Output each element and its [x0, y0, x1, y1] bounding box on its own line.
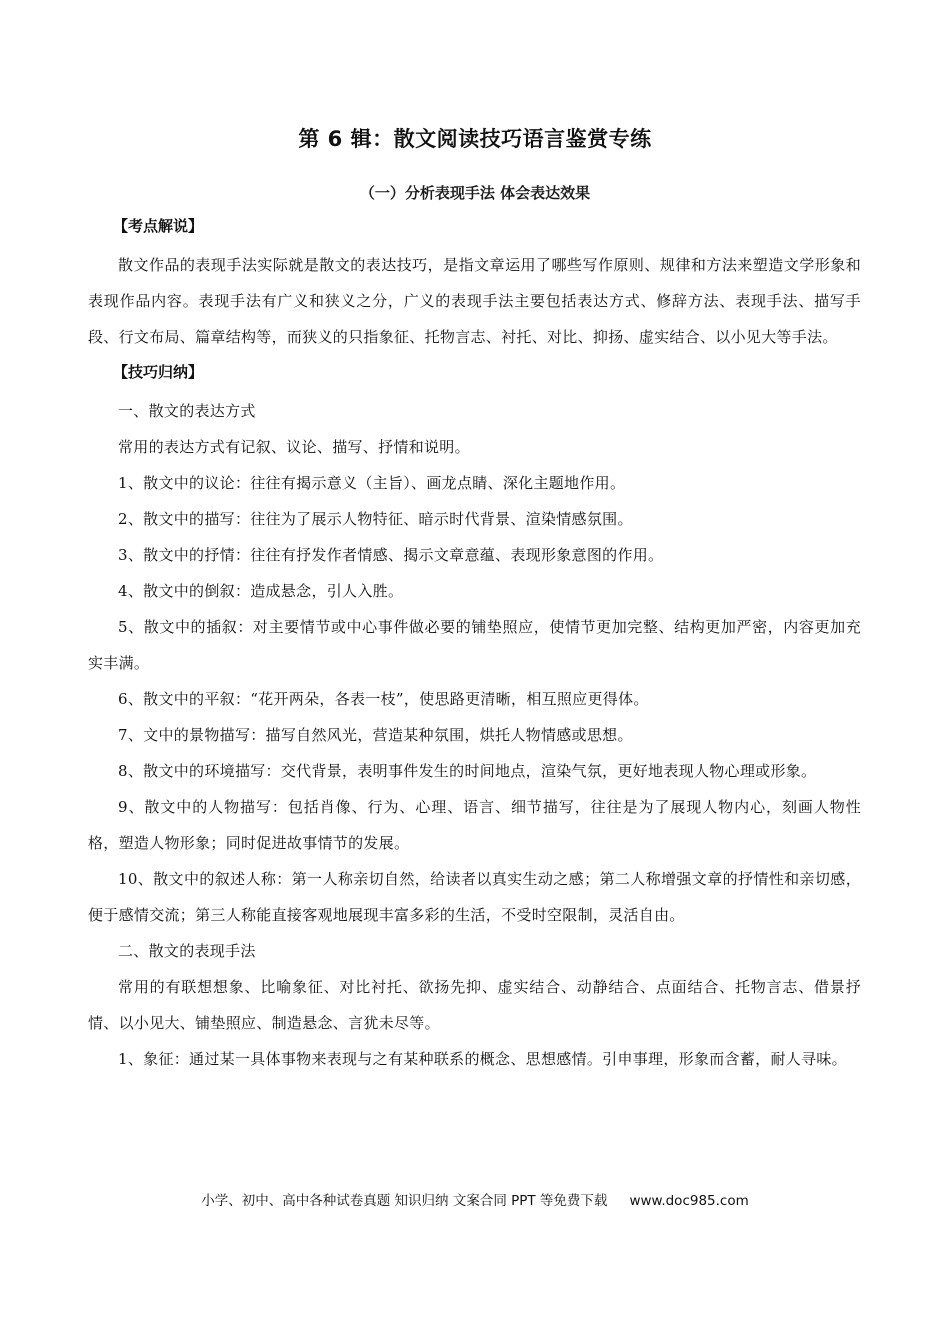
subheading-expression-methods: 一、散文的表达方式: [118, 402, 256, 420]
paragraph: 散文作品的表现手法实际就是散文的表达技巧，是指文章运用了哪些写作原则、规律和方法来塑造文学形象和表现作品内容。表现手法有广义和狭义之分，广义的表现手法主要包括表达方式、修辞方法、表现手法、描写手段、行文布局、篇章结构等，而狭义的只指象征、托物言志、衬托、对比、抑扬、虚实结合、以小见大等手法。: [88, 256, 861, 346]
list-item: 1、象征：通过某一具体事物来表现与之有某种联系的概念、思想感情。引申事理，形象而含蓄，耐人寻味。: [118, 1050, 847, 1068]
list-item: 6、散文中的平叙：“花开两朵，各表一枝”，使思路更清晰，相互照应更得体。: [118, 690, 649, 708]
section-kaodian: [88, 212, 861, 355]
list-item: 3、散文中的抒情：往往有抒发作者情感、揭示文章意蕴、表现形象意图的作用。: [118, 546, 664, 564]
paragraph: 常用的有联想想象、比喻象征、对比衬托、欲扬先抑、虚实结合、动静结合、点面结合、托物言志、借景抒情、以小见大、铺垫照应、制造悬念、言犹未尽等。: [88, 978, 861, 1032]
section-jiqiao: [88, 358, 861, 1077]
paragraph: 常用的表达方式有记叙、议论、描写、抒情和说明。: [118, 438, 470, 456]
list-item: 2、散文中的描写：往往为了展示人物特征、暗示时代背景、渲染情感氛围。: [118, 510, 633, 528]
page-footer: [0, 1189, 950, 1213]
list-item: 9、散文中的人物描写：包括肖像、行为、心理、语言、细节描写，往往是为了展现人物内心，刻画人物性格，塑造人物形象；同时促进故事情节的发展。: [88, 798, 861, 852]
list-item: 8、散文中的环境描写：交代背景，表明事件发生的时间地点，渲染气氛，更好地表现人物心理或形象。: [118, 762, 817, 780]
section-subtitle: （一）分析表现手法 体会表达效果: [359, 184, 591, 202]
section-heading: 【技巧归纳】: [113, 363, 204, 381]
footer-site-link[interactable]: www.doc985.com: [629, 1193, 749, 1209]
list-item: 5、散文中的插叙：对主要情节或中心事件做必要的铺垫照应，使情节更加完整、结构更加严密，内容更加充实丰满。: [88, 618, 861, 672]
document-body: [88, 212, 861, 1077]
footer-text: 小学、初中、高中各种试卷真题 知识归纳 文案合同 PPT 等免费下载: [201, 1193, 608, 1209]
list-item: 1、散文中的议论：往往有揭示意义（主旨）、画龙点睛、深化主题地作用。: [118, 474, 626, 492]
list-item: 10、散文中的叙述人称：第一人称亲切自然，给读者以真实生动之感；第二人称增强文章的抒情性和亲切感，便于感情交流；第三人称能直接客观地展现丰富多彩的生活，不受时空限制，灵活自由。: [88, 870, 861, 924]
section-heading: 【考点解说】: [113, 217, 204, 235]
list-item: 7、文中的景物描写：描写自然风光，营造某种氛围，烘托人物情感或思想。: [118, 726, 633, 744]
page-title: 第 6 辑：散文阅读技巧语言鉴赏专练: [298, 127, 652, 151]
list-item: 4、散文中的倒叙：造成悬念，引人入胜。: [118, 582, 404, 600]
subheading-techniques: 二、散文的表现手法: [118, 942, 256, 960]
